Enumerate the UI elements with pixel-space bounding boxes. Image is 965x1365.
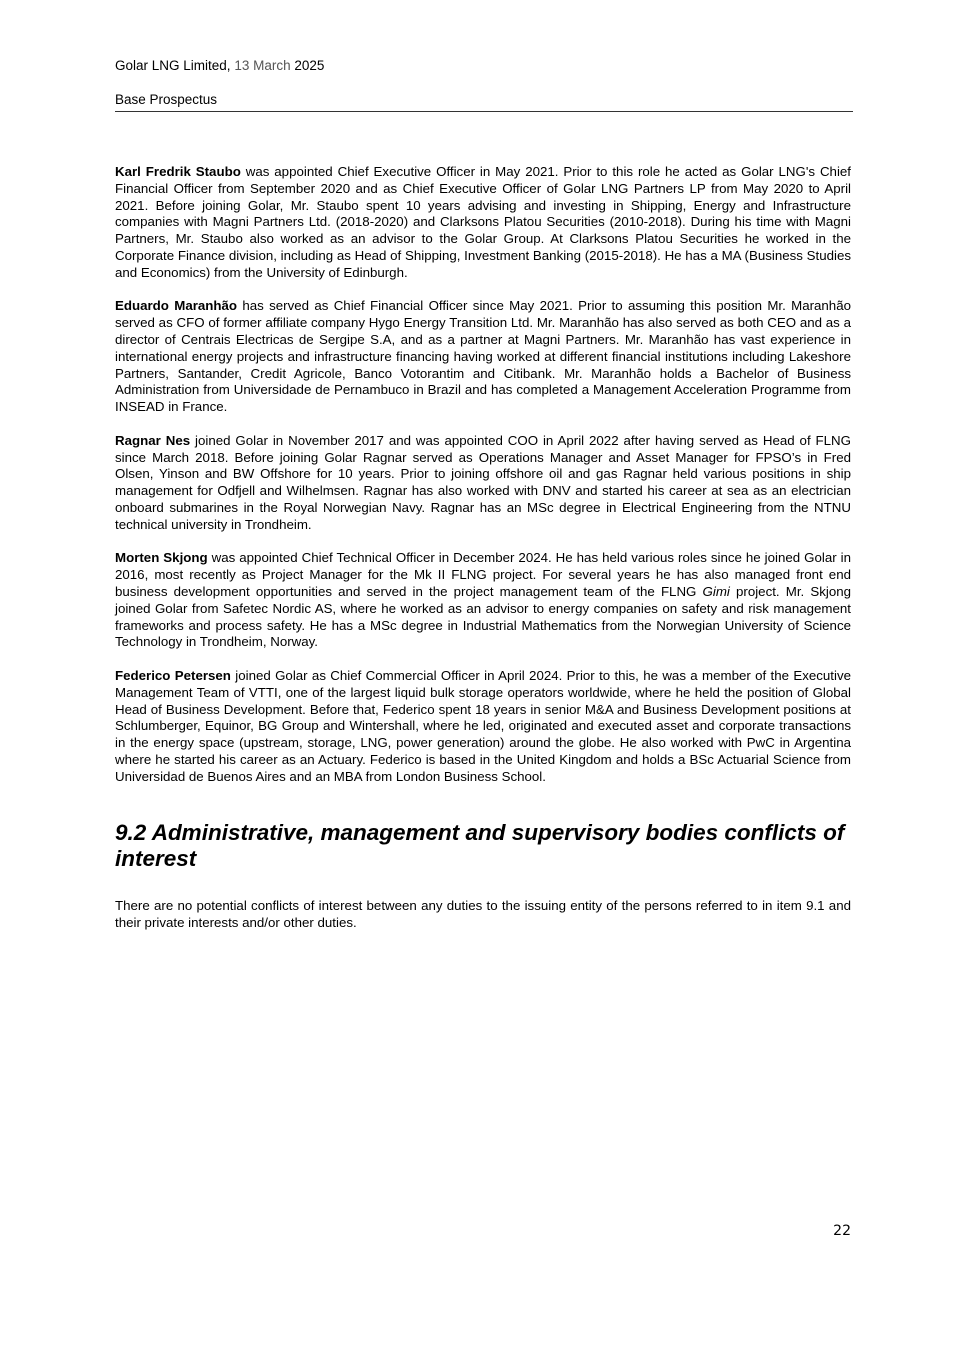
bio-name: Morten Skjong [115, 550, 208, 566]
header-year: 2025 [294, 58, 325, 73]
bio-name: Federico Petersen [115, 667, 231, 683]
header-company-line [115, 56, 853, 76]
bio-text: has served as Chief Financial Officer since May 2021. Prior to assuming this position Mr. Maranhão served as CFO of former affiliate company Hygo Energy Transition Ltd. Mr. Maranhão has also served as both CEO and as a director of Centrais Electricas de Sergipe S.A, and as a partner at Magni Partners. Mr. Maranhão has vast experience in international energy projects and infrastructure financing having worked at different financial institutions including Lakeshore Partners, Santander, Credit Agricole, Banco Votorantim and Citibank. Mr. Maranhão holds a Bachelor of Business Administration from Universidade de Pernambuco in Brazil and has completed a Management Acceleration Programme from INSEAD in France. [115, 298, 851, 415]
bio-text: joined Golar in November 2017 and was appointed COO in April 2022 after having served as Head of FLNG since March 2018. Before joining Golar Ragnar served as Operations Manager and Asset Manager for FPSO’s in Fred Olsen, Yinson and BW Offshore for 10 years. Prior to joining offshore oil and gas Ragnar held various positions in ship management for Odfjell and Wilhelmsen. Ragnar has also worked with DNV and started his career at sea as an electrician onboard submarines in the Royal Norwegian Navy. Ragnar has an MSc degree in Electrical Engineering from the NTNU technical university in Trondheim. [115, 432, 852, 532]
header-date: 13 March [234, 58, 291, 73]
bio-nes [115, 433, 851, 534]
bio-name: Karl Fredrik Staubo [115, 164, 241, 179]
bio-text: was appointed Chief Executive Officer in May 2021. Prior to this role he acted as Golar LNG's Chief Financial Officer from September 2020 and as Chief Executive Officer of Golar LNG Partners LP from May 2020 to April 2021. Before joining Golar, Mr. Staubo spent 10 years advising and investing in Shipping, Energy and Infrastructure companies with Magni Partners Ltd. (2018-2020) and Clarksons Platou Securities (2010-2018). During his time with Magni Partners, Mr. Staubo also worked as an advisor to the Golar Group. At Clarksons Platou Securities he worked in the Corporate Finance division, including as Head of Shipping, Investment Banking (2015-2018). He has a MA (Business Studies and Economics) from the University of Edinburgh. [115, 164, 851, 280]
page-content [115, 164, 851, 932]
header-doc-type: Base Prospectus [115, 90, 853, 112]
bio-text: was appointed Chief Technical Officer in December 2024. He has held various roles since he joined Golar in 2016, most recently as Project Manager for the Mk II FLNG project. For several years he has also managed front end business development opportunities and served in the project management team of the FLNG [115, 550, 851, 599]
bio-maranhao [115, 298, 851, 416]
bio-skjong [115, 550, 851, 651]
bio-text: project. Mr. Skjong joined Golar from Safetec Nordic AS, where he worked as an advisor to energy companies on safety and risk management frameworks and process safety. He has a MSc degree in Industrial Mathematics from the Norwegian University of Science Technology in Trondheim, Norway. [115, 583, 851, 650]
bio-name: Ragnar Nes [115, 432, 191, 448]
bio-petersen [115, 668, 851, 786]
bio-text: joined Golar as Chief Commercial Officer in April 2024. Prior to this, he was a member of the Executive Management Team of VTTI, one of the largest liquid bulk storage operators worldwide, where he held the position of Global Head of Business Development. Before that, Federico spent 18 years in senior M&A and Business Development positions at Schlumberger, Equinor, BG Group and Wintershall, where he led, originated and executed asset and corporate transactions in the energy space (upstream, storage, LNG, power generation) around the globe. He also worked with PwC in Argentina where he started his career as an Actuary. Federico is based in the United Kingdom and holds a BSc Actuarial Science from Universidad de Buenos Aires and an MBA from London Business School. [115, 667, 852, 784]
section-heading: 9.2 Administrative, management and supervisory bodies conflicts of interest [115, 820, 845, 872]
header-company: Golar LNG Limited, [115, 58, 231, 73]
section-body: There are no potential conflicts of interest between any duties to the issuing entity of the persons referred to in item 9.1 and their private interests and/or other duties. [115, 898, 851, 931]
bio-name: Eduardo Maranhão [115, 298, 238, 314]
page-header [115, 56, 853, 112]
bio-staubo [115, 164, 851, 282]
bio-italic-vessel: Gimi [702, 583, 730, 599]
page-number: 22 [833, 1223, 851, 1239]
